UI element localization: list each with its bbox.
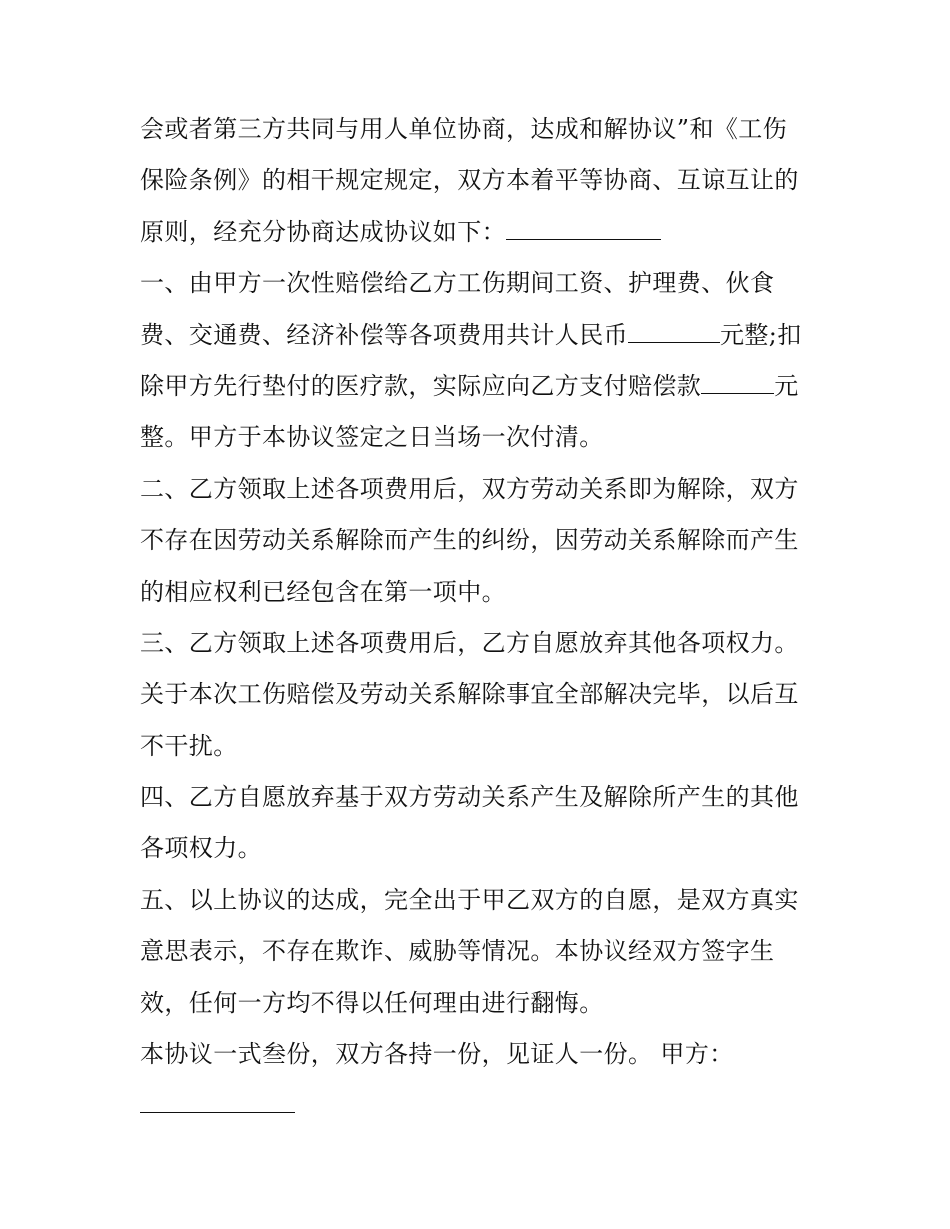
- paragraph-line: 四、乙方自愿放弃基于双方劳动关系产生及解除所产生的其他: [140, 783, 799, 812]
- paragraph-line: 三、乙方领取上述各项费用后，乙方自愿放弃其他各项权力。: [140, 628, 799, 657]
- paragraph-line: 不干扰。: [140, 731, 238, 760]
- paragraph-line: 二、乙方领取上述各项费用后，双方劳动关系即为解除，双方: [140, 474, 799, 503]
- paragraph-line: 会或者第三方共同与用人单位协商，达成和解协议”和《工伤: [140, 115, 788, 143]
- paragraph-line: 意思表示，不存在欺诈、威胁等情况。本协议经双方签字生: [140, 937, 775, 966]
- paragraph-line: 的相应权利已经包含在第一项中。: [140, 577, 506, 606]
- agreement-body: [140, 104, 820, 1132]
- paragraph-line: 一、由甲方一次性赔偿给乙方工伤期间工资、护理费、伙食: [140, 269, 775, 298]
- paragraph-line: 效，任何一方均不得以任何理由进行翻悔。: [140, 988, 604, 1017]
- paragraph-line: 关于本次工伤赔偿及劳动关系解除事宜全部解决完毕，以后互: [140, 680, 799, 709]
- party-a-signature-blank[interactable]: [140, 1082, 295, 1113]
- paragraph-line: 整。甲方于本协议签定之日当场一次付清。: [140, 423, 604, 452]
- payable-amount-blank[interactable]: [701, 363, 774, 394]
- paragraph-line: 费、交通费、经济补偿等各项费用共计人民币 元整;扣: [140, 310, 820, 361]
- paragraph-line: 原则，经充分协商达成协议如下：: [140, 207, 820, 258]
- paragraph-line: 保险条例》的相干规定规定，双方本着平等协商、互谅互让的: [140, 166, 799, 195]
- paragraph-line: 各项权力。: [140, 834, 262, 863]
- paragraph-line: 不存在因劳动关系解除而产生的纠纷，因劳动关系解除而产生: [140, 526, 799, 555]
- paragraph-line: 除甲方先行垫付的医疗款，实际应向乙方支付赔偿款 元: [140, 361, 820, 412]
- fill-in-blank[interactable]: [506, 209, 661, 240]
- paragraph-line: 本协议一式叁份，双方各持一份，见证人一份。 甲方：: [140, 1040, 734, 1069]
- paragraph-line: 五、以上协议的达成，完全出于甲乙双方的自愿，是双方真实: [140, 885, 799, 914]
- total-amount-blank[interactable]: [628, 312, 720, 343]
- signature-line: [140, 1080, 820, 1131]
